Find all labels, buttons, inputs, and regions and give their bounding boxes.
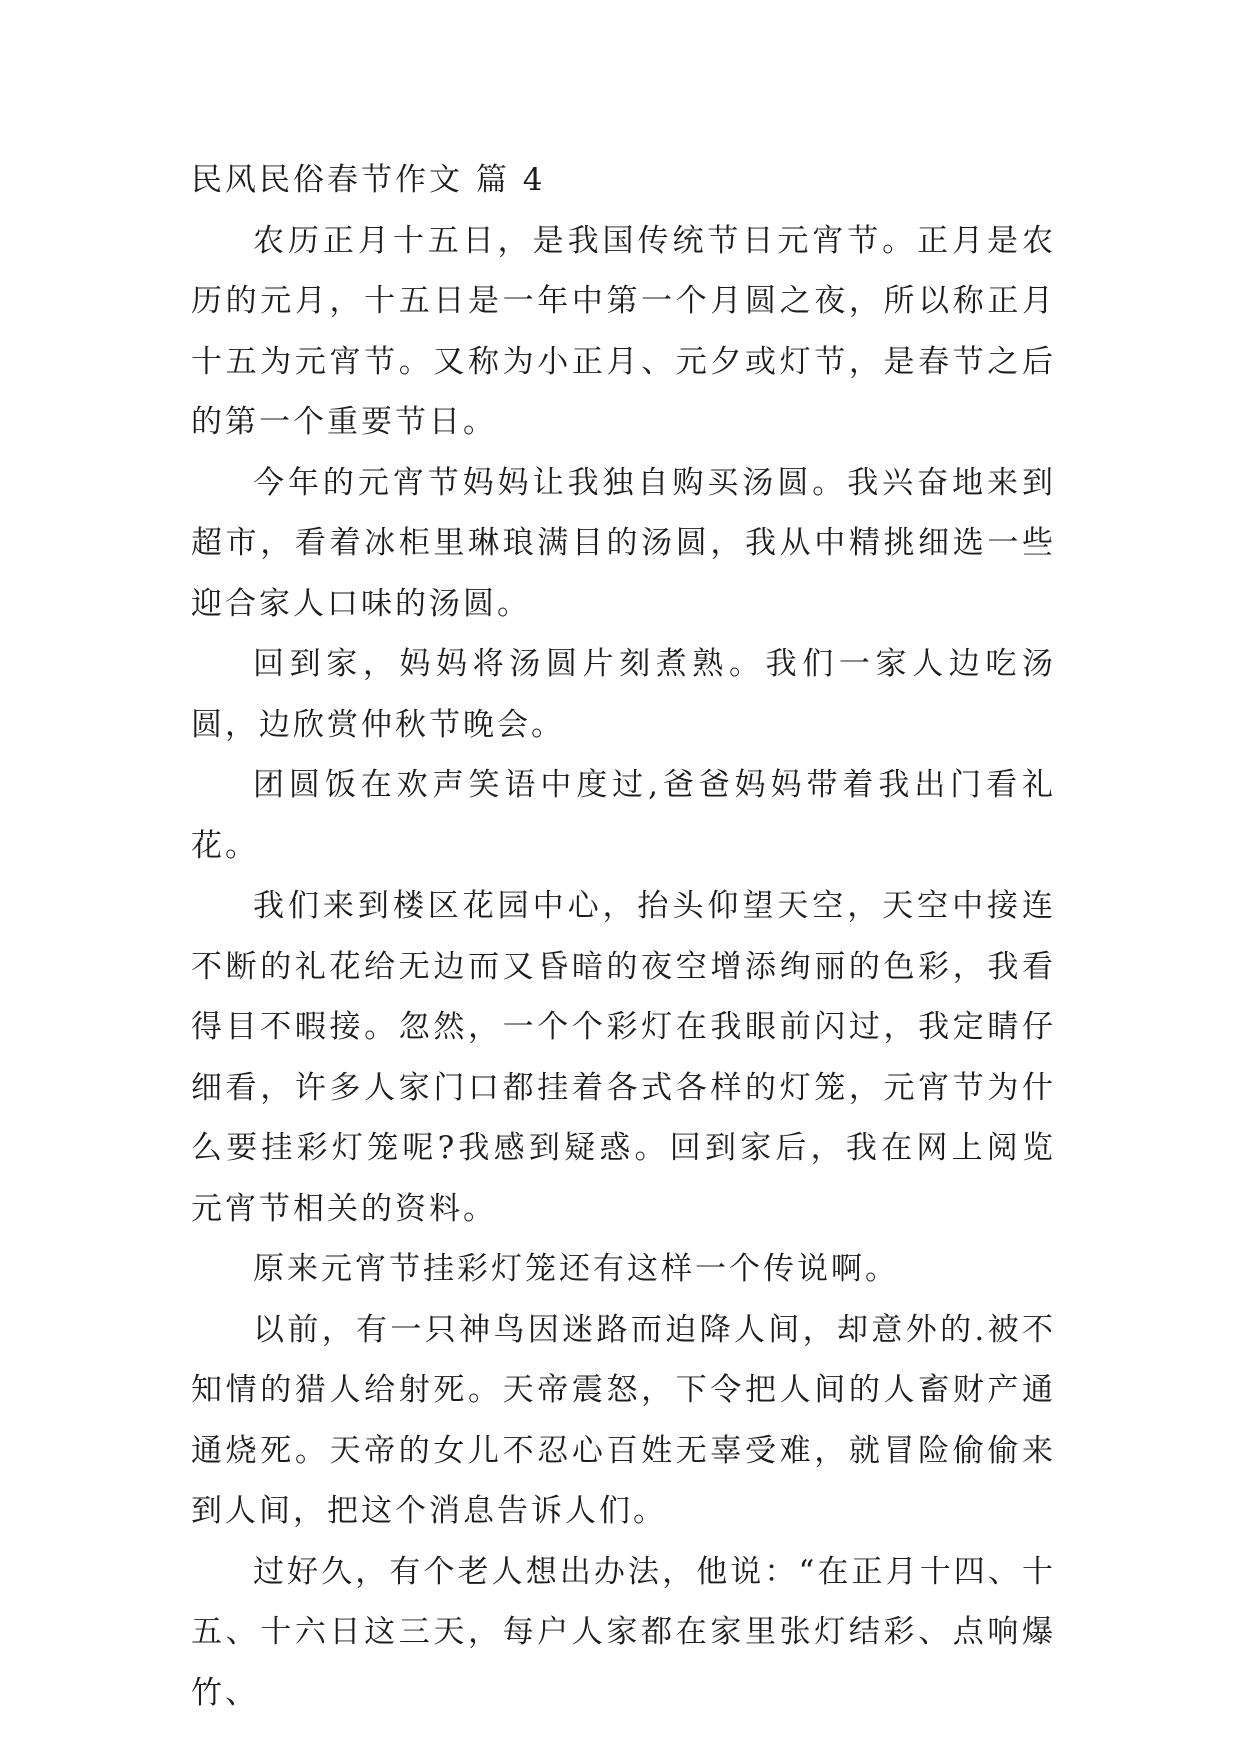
paragraph: 农历正月十五日，是我国传统节日元宵节。正月是农历的元月，十五日是一年中第一个月圆之夜，所以称正月十五为元宵节。又称为小正月、元夕或灯节，是春节之后的第一个重要节日。	[191, 222, 1056, 440]
paragraph: 今年的元宵节妈妈让我独自购买汤圆。我兴奋地来到超市，看着冰柜里琳琅满目的汤圆，我从中精挑细选一些迎合家人口味的汤圆。	[191, 464, 1056, 622]
paragraph: 我们来到楼区花园中心，抬头仰望天空，天空中接连不断的礼花给无边而又昏暗的夜空增添绚丽的色彩，我看得目不暇接。忽然，一个个彩灯在我眼前闪过，我定睛仔细看，许多人家门口都挂着各式各样的灯笼，元宵节为什么要挂彩灯笼呢?我感到疑惑。回到家后，我在网上阅览元宵节相关的资料。	[191, 888, 1056, 1227]
document-page	[191, 150, 1056, 1723]
paragraph: 过好久，有个老人想出办法，他说：“在正月十四、十五、十六日这三天，每户人家都在家里张灯结彩、点响爆竹、	[191, 1553, 1056, 1711]
document-title: 民风民俗春节作文 篇 4	[191, 162, 546, 198]
paragraph: 原来元宵节挂彩灯笼还有这样一个传说啊。	[253, 1251, 899, 1287]
paragraph: 以前，有一只神鸟因迷路而迫降人间，却意外的.被不知情的猎人给射死。天帝震怒，下令把人间的人畜财产通通烧死。天帝的女儿不忍心百姓无辜受难，就冒险偷偷来到人间，把这个消息告诉人们。	[191, 1311, 1056, 1529]
paragraph: 回到家，妈妈将汤圆片刻煮熟。我们一家人边吃汤圆，边欣赏仲秋节晚会。	[191, 646, 1056, 743]
paragraph: 团圆饭在欢声笑语中度过,爸爸妈妈带着我出门看礼花。	[191, 767, 1056, 864]
